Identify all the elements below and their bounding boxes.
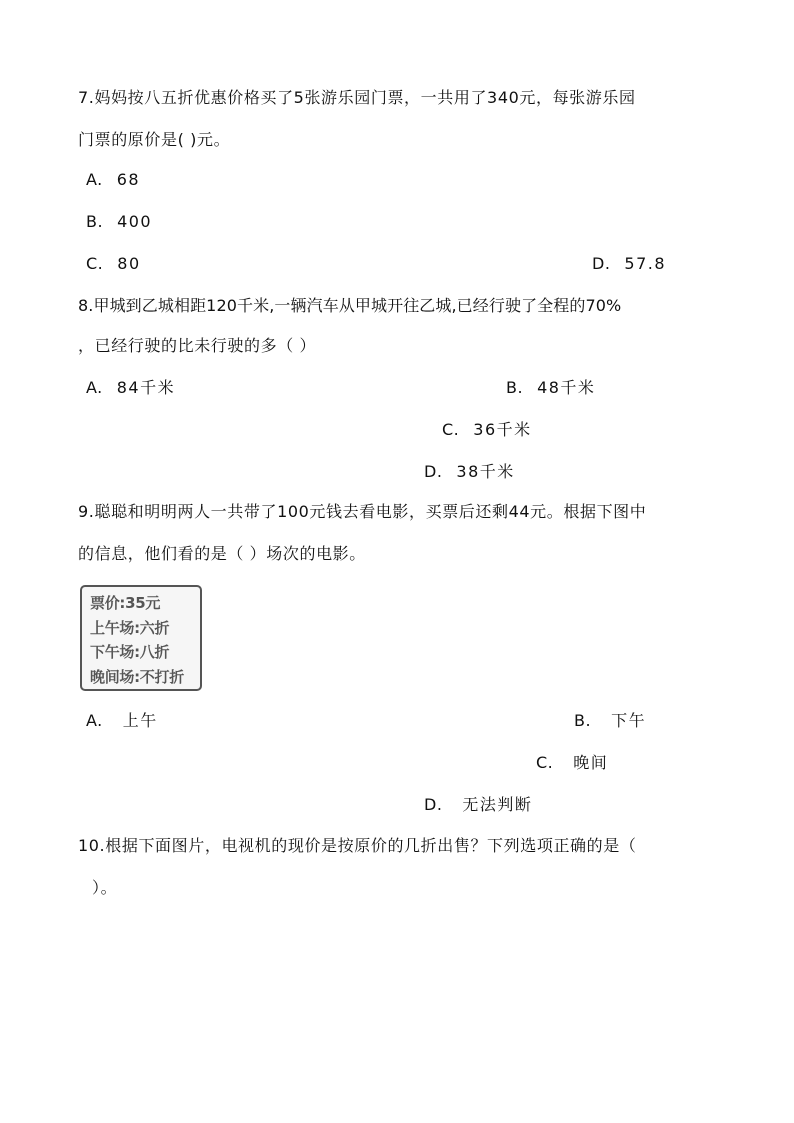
option-value: 晚间 [573,753,609,772]
question-9-option-c[interactable] [536,751,608,775]
option-letter: C. [86,254,104,273]
question-7-text-line-1: 7.妈妈按八五折优惠价格买了5张游乐园门票，一共用了340元，每张游乐园 [78,88,636,107]
option-value: 下午 [611,711,647,730]
question-8-text-line-1: 8.甲城到乙城相距120千米,一辆汽车从甲城开往乙城,已经行驶了全程的70% [78,296,622,315]
question-9-option-b[interactable] [574,709,646,733]
afternoon-session-line: 下午场:八折 [90,643,170,661]
option-value: 80 [117,254,141,273]
option-letter: A. [86,170,103,189]
question-7-option-c[interactable] [86,252,141,276]
question-9-option-d[interactable] [424,793,532,817]
option-letter: C. [536,753,554,772]
question-8-option-d[interactable] [424,460,515,484]
option-letter: D. [424,795,443,814]
question-9-text-line-1: 9.聪聪和明明两人一共带了100元钱去看电影，买票后还剩44元。根据下图中 [78,502,647,521]
ticket-price-line: 票价:35元 [90,594,161,612]
morning-session-line: 上午场:六折 [90,618,170,637]
option-letter: A. [86,378,103,397]
question-7-option-a[interactable] [86,168,140,192]
option-letter: B. [506,378,524,397]
evening-session-line: 晚间场:不打折 [90,667,184,686]
option-value: 38千米 [456,462,515,481]
option-value: 400 [117,212,153,231]
ticket-price-sign-image [80,585,202,691]
question-8-option-b[interactable] [506,376,595,400]
option-value: 36千米 [473,420,532,439]
option-letter: B. [86,212,104,231]
option-value: 68 [116,170,141,189]
option-letter: C. [442,420,460,439]
option-value: 57.8 [624,254,667,273]
question-8-text-line-2: ，已经行驶的比未行驶的多（ ） [78,336,317,355]
question-7-option-d[interactable] [592,252,666,276]
question-9-text-line-2: 的信息，他们看的是（ ）场次的电影。 [78,544,366,563]
option-value: 48千米 [537,378,596,397]
option-letter: D. [592,254,611,273]
question-10-text-line-1: 10.根据下面图片，电视机的现价是按原价的几折出售？下列选项正确的是（ [78,836,637,855]
question-8-option-a[interactable] [86,376,175,400]
question-10-text-line-2: ）。 [92,878,118,897]
option-letter: A. [86,711,103,730]
question-7-option-b[interactable] [86,210,152,234]
option-letter: B. [574,711,592,730]
question-8-option-c[interactable] [442,418,532,442]
question-7-text-line-2: 门票的原价是( )元。 [78,130,231,149]
option-letter: D. [424,462,443,481]
option-value: 无法判断 [462,795,533,814]
option-value: 上午 [122,711,158,730]
question-9-option-a[interactable] [86,709,158,733]
option-value: 84千米 [116,378,176,397]
